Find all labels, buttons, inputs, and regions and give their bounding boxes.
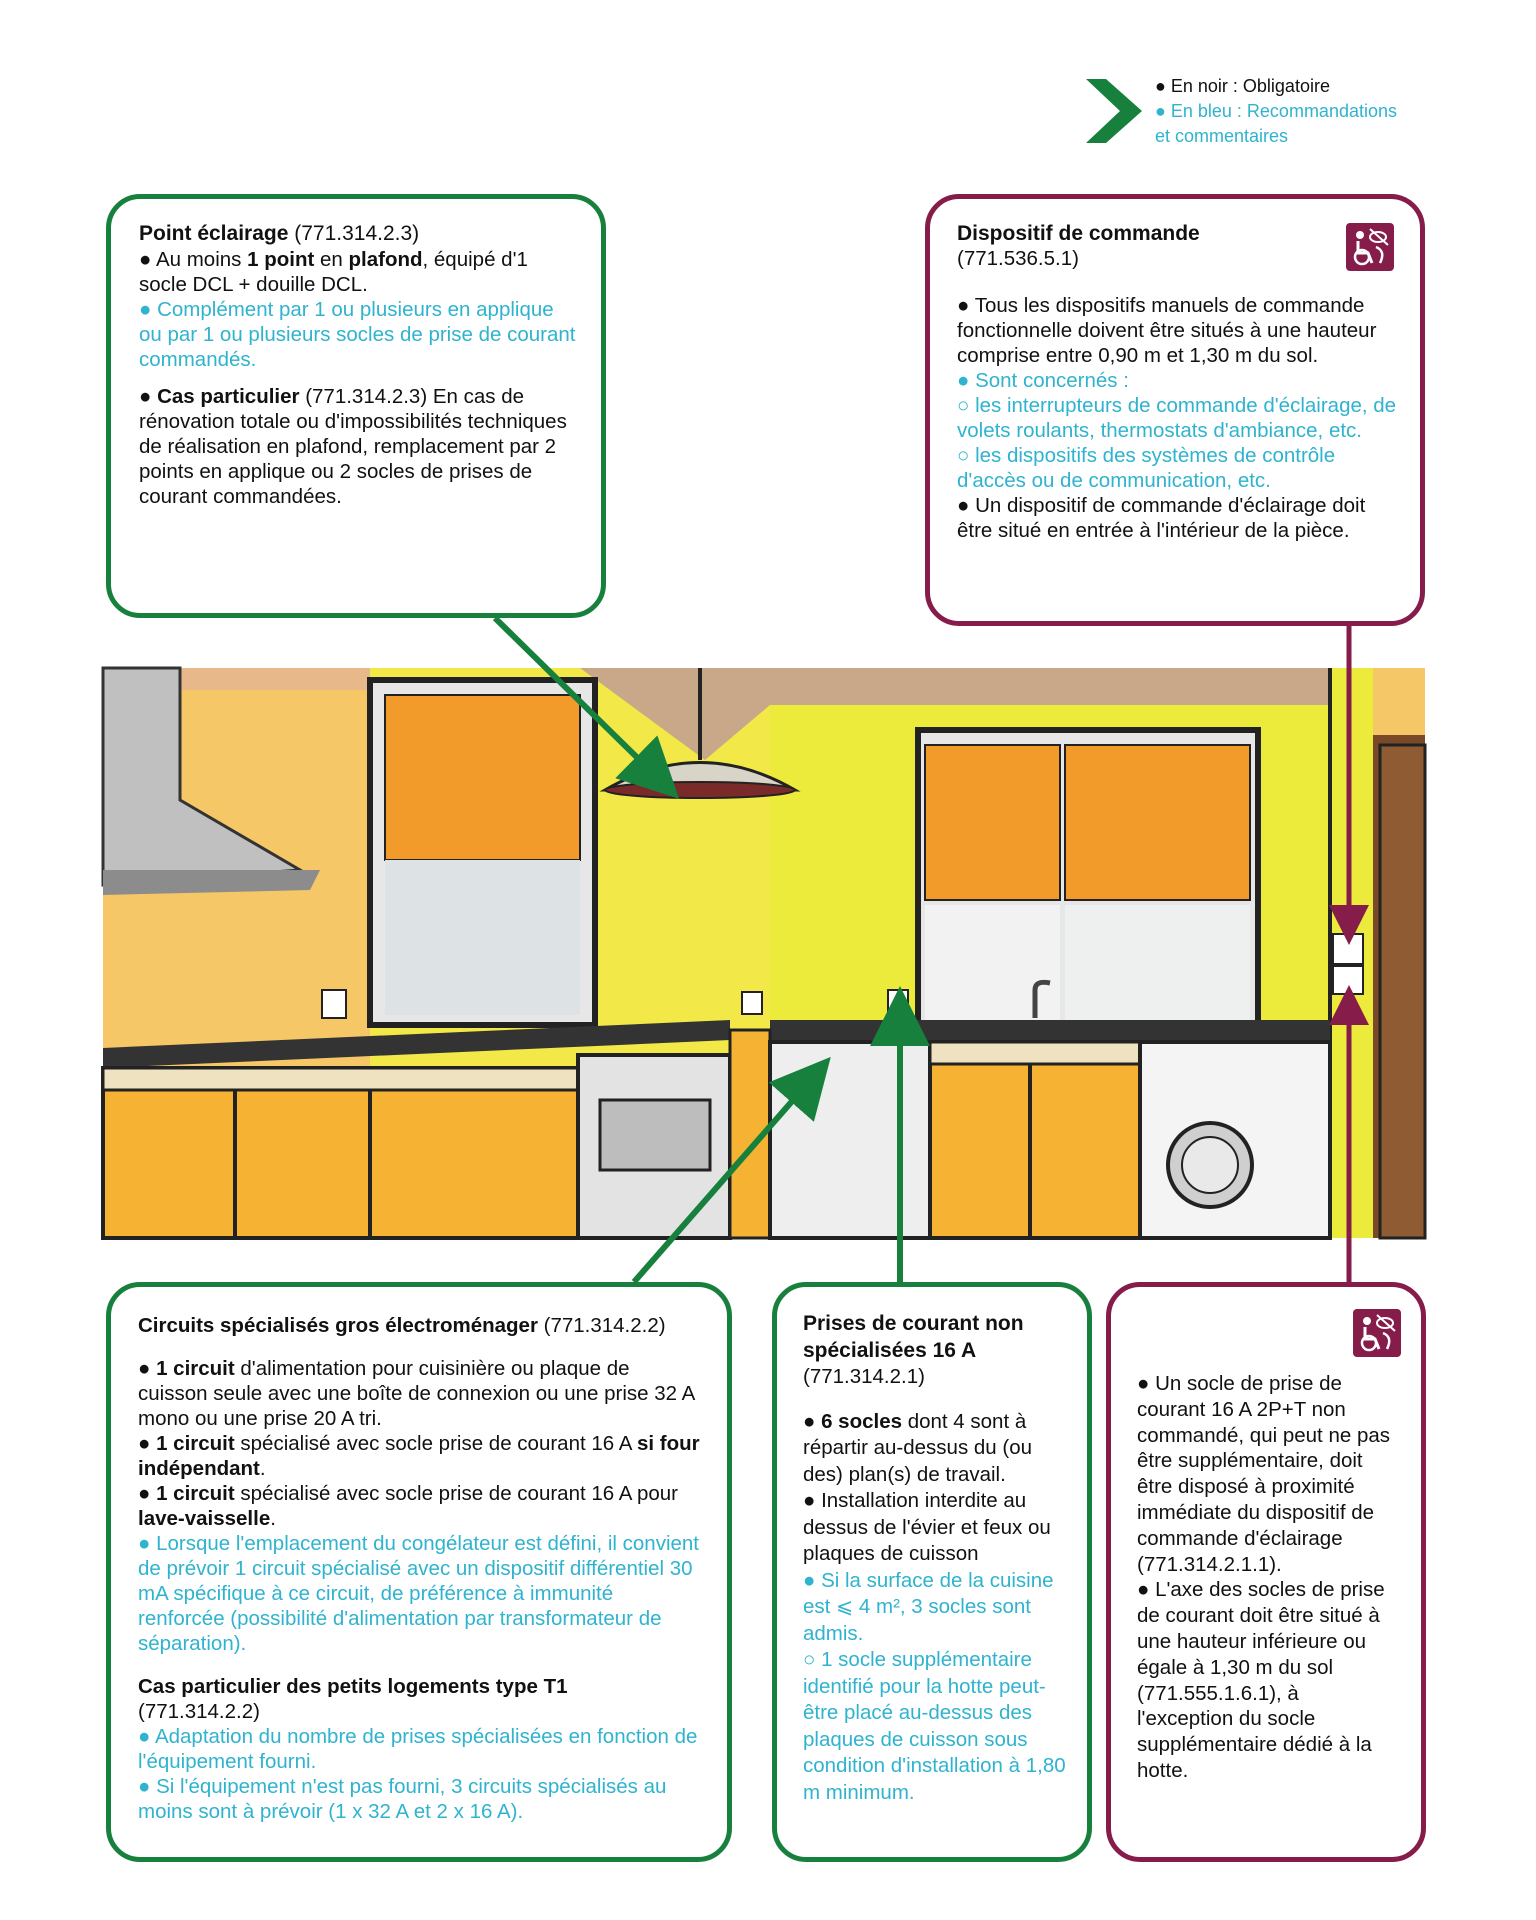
commande-title: Dispositif de commande (957, 222, 1200, 245)
prises-p2: ● Installation interdite au dessus de l'évier et feux ou plaques de cuisson (803, 1489, 1051, 1565)
commande-p1: ● Tous les dispositifs manuels de commande fonctionnelle doivent être situés à une hauteur comprise entre 0,90 m et 1,30 m du sol. (957, 294, 1377, 367)
circuits-p1: ● 1 circuit d'alimentation pour cuisinière ou plaque de cuisson seule avec une boîte de connexion ou une prise 32 A mono ou une prise 20 A tri. (138, 1357, 695, 1430)
prises-title: Prises de courant non spécialisées 16 A (803, 1312, 1024, 1362)
circuits-p4: ● Lorsque l'emplacement du congélateur est défini, il convient de prévoir 1 circuit spécialisé avec un dispositif différentiel 30 mA spécifique à ce circuit, de préférence à immunité renforcée (possibilité d'alimentation par transformateur de séparation). (138, 1532, 700, 1655)
legend-blue-cont: et commentaires (1155, 126, 1289, 146)
prises-p4: ○ 1 socle supplémentaire identifié pour la hotte peut-être placé au-dessus des plaques de cuisson sous condition d'installation à 1,80 m minimum. (803, 1648, 1066, 1804)
commande-p3: ○ les interrupteurs de commande d'éclairage, de volets roulants, thermostats d'ambiance, etc. (957, 394, 1397, 442)
prises-ref: (771.314.2.1) (803, 1365, 925, 1388)
circuits-p6: ● Si l'équipement n'est pas fourni, 3 circuits spécialisés au moins sont à prévoir (1 x 32 A et 2 x 16 A). (138, 1775, 667, 1823)
connector-arrows (495, 618, 1349, 1282)
circuits-title: Circuits spécialisés gros électroménager (771.314.2.2) (138, 1314, 666, 1337)
commande-p4: ○ les dispositifs des systèmes de contrôle d'accès ou de communication, etc. (957, 444, 1336, 492)
socle-p2: ● L'axe des socles de prise de courant doit être situé à une hauteur inférieure ou égale à 1,30 m du sol (771.555.1.6.1), à l'exception du socle supplémentaire dédié à la hotte. (1137, 1578, 1385, 1782)
commande-p5: ● Un dispositif de commande d'éclairage doit être situé en entrée à l'intérieur de la pièce. (957, 494, 1366, 542)
prises-p1: ● 6 socles dont 4 sont à répartir au-dessus du (ou des) plan(s) de travail. (803, 1409, 1033, 1486)
legend-black: ● En noir : Obligatoire (1155, 76, 1330, 96)
circuits-sub-title: Cas particulier des petits logements type T1 (138, 1675, 568, 1698)
circuits-p2: ● 1 circuit spécialisé avec socle prise de courant 16 A si four indépendant. (138, 1432, 700, 1480)
eclairage-box (106, 194, 606, 618)
accessibility-icon (1346, 223, 1394, 271)
eclairage-p2: ● Complément par 1 ou plusieurs en applique ou par 1 ou plusieurs socles de prise de courant commandés. (139, 298, 576, 371)
commande-ref: (771.536.5.1) (957, 247, 1079, 270)
eclairage-p3: ● Cas particulier (771.314.2.3) En cas de rénovation totale ou d'impossibilités techniques de réalisation en plafond, remplacement par 2 points en applique ou 2 socles de prises de courant commandées. (139, 385, 567, 508)
legend-blue: ● En bleu : Recommandations (1155, 101, 1397, 121)
socle-p1: ● Un socle de prise de courant 16 A 2P+T non commandé, qui peut ne pas être supplémentaire, doit être disposé à proximité immédiate du dispositif de commande d'éclairage (771.314.2.1.1). (1137, 1372, 1390, 1576)
chevron-right-icon (1080, 75, 1144, 147)
circuits-sub-ref: (771.314.2.2) (138, 1700, 260, 1723)
circuits-p3: ● 1 circuit spécialisé avec socle prise de courant 16 A pour lave-vaisselle. (138, 1482, 678, 1530)
circuits-p5: ● Adaptation du nombre de prises spécialisées en fonction de l'équipement fourni. (138, 1725, 698, 1773)
prises-box (772, 1282, 1092, 1862)
circuits-box (106, 1282, 732, 1862)
kitchen-scene (103, 668, 1425, 1238)
commande-p2: ● Sont concernés : (957, 369, 1129, 392)
eclairage-p1: ● Au moins 1 point en plafond, équipé d'1 socle DCL + douille DCL. (139, 248, 528, 296)
socle-box (1106, 1282, 1426, 1862)
commande-box (925, 194, 1425, 626)
eclairage-title: Point éclairage (771.314.2.3) (139, 222, 420, 245)
accessibility-icon (1353, 1309, 1401, 1357)
prises-p3: ● Si la surface de la cuisine est ⩽ 4 m², 3 socles sont admis. (803, 1568, 1054, 1645)
